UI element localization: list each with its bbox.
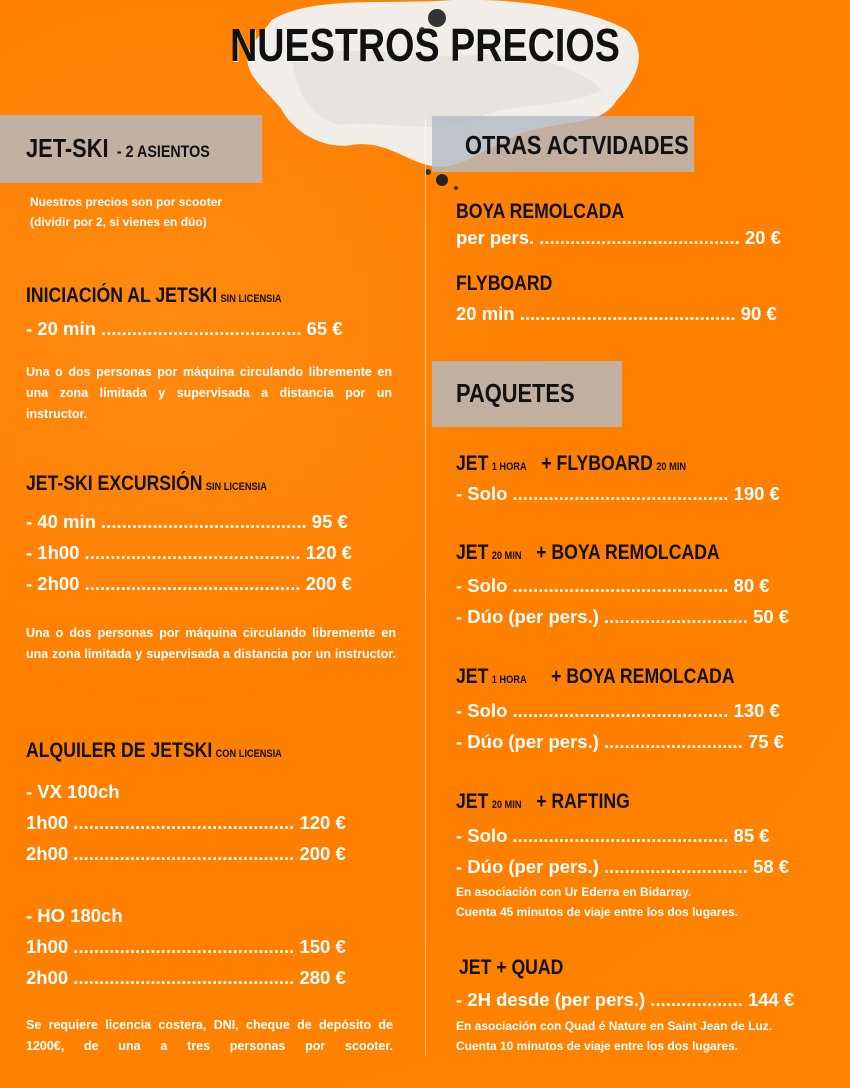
excursion-heading — [26, 472, 313, 496]
iniciacion-tag: SIN LICENSIA — [220, 293, 282, 305]
iniciacion-title: INICIACIÓN AL JETSKI — [26, 284, 218, 307]
intro-line-2: (dividir por 2, si vienes en dúo) — [30, 215, 207, 229]
package-4-note — [456, 882, 738, 922]
package-3-plus: + BOYA REMOLCADA — [551, 665, 735, 688]
excursion-price-2: - 1h00 .......................................... 120 € — [26, 542, 352, 563]
package-2-heading — [456, 541, 770, 565]
package-4-price-1: - Solo .......................................... 85 € — [456, 825, 770, 846]
page-title: NUESTROS PRECIOS — [230, 19, 620, 71]
package-5-note — [456, 1016, 772, 1056]
alquiler-model-1-price-1: 1h00 ........................................... 120 € — [26, 812, 346, 833]
boya-heading — [456, 200, 656, 224]
boya-title: BOYA REMOLCADA — [456, 200, 625, 223]
package-3-time: 1 HORA — [491, 674, 527, 686]
package-4-jet: JET — [456, 790, 489, 813]
iniciacion-description: Una o dos personas por máquina circulando libremente en una zona limitada y supervisada a distancia por un instructor. — [26, 365, 392, 421]
jetski-subtitle: - 2 ASIENTOS — [116, 142, 210, 161]
package-2-price-2: - Dúo (per pers.) ............................ 50 € — [456, 606, 790, 627]
otras-title-text: OTRAS ACTVIDADES — [465, 130, 689, 160]
flyboard-heading — [456, 272, 571, 296]
excursion-description: Una o dos personas por máquina circulando libremente en una zona limitada y supervisada a distancia por un instructor. — [26, 626, 396, 661]
package-4-plus: + RAFTING — [536, 790, 630, 813]
flyboard-title: FLYBOARD — [456, 272, 553, 295]
iniciacion-price-1: - 20 min ....................................... 65 € — [26, 318, 343, 339]
alquiler-model-2: - HO 180ch — [26, 905, 123, 926]
paquetes-title — [456, 378, 597, 409]
alquiler-heading — [26, 739, 331, 763]
package-2-jet: JET — [456, 541, 489, 564]
boya-price: per pers. ....................................... 20 € — [456, 227, 781, 248]
package-1-plus: + FLYBOARD — [541, 452, 653, 475]
package-5-title: JET + QUAD — [459, 956, 564, 979]
package-4-time: 20 MIN — [491, 799, 522, 811]
jetski-title: JET-SKI — [26, 133, 109, 163]
package-5-heading — [459, 956, 583, 980]
paquetes-title-text: PAQUETES — [456, 378, 575, 408]
intro-line-1: Nuestros precios son por scooter — [30, 195, 223, 209]
package-1-jet: JET — [456, 452, 489, 475]
excursion-price-1: - 40 min ........................................ 95 € — [26, 511, 348, 532]
package-2-plus: + BOYA REMOLCADA — [536, 541, 720, 564]
alquiler-tag: CON LICENSIA — [215, 748, 282, 760]
iniciacion-heading — [26, 284, 330, 308]
alquiler-model-2-price-2: 2h00 ........................................... 280 € — [26, 967, 346, 988]
excursion-title: JET-SKI EXCURSIÓN — [26, 472, 203, 495]
column-divider — [425, 118, 426, 1056]
package-4-price-2: - Dúo (per pers.) ............................ 58 € — [456, 856, 790, 877]
otras-title — [465, 130, 731, 161]
package-3-price-2: - Dúo (per pers.) ........................... 75 € — [456, 731, 784, 752]
alquiler-description: Se requiere licencia costera, DNI, cheque de depósito de 1200€, de una a tres personas por scooter. — [26, 1018, 393, 1053]
package-4-heading — [456, 790, 663, 814]
package-2-time: 20 MIN — [491, 550, 522, 562]
package-4-note-1: En asociación con Ur Ederra en Bidarray. — [456, 885, 692, 899]
alquiler-model-1-price-2: 2h00 ........................................... 200 € — [26, 843, 346, 864]
package-1-heading — [456, 452, 730, 476]
package-5-price-1: - 2H desde (per pers.) .................. 144 € — [456, 989, 795, 1010]
flyboard-price: 20 min .......................................... 90 € — [456, 303, 777, 324]
package-3-price-1: - Solo .......................................... 130 € — [456, 700, 780, 721]
package-4-note-2: Cuenta 45 minutos de viaje entre los dos lugares. — [456, 905, 739, 919]
excursion-tag: SIN LICENSIA — [205, 481, 267, 493]
package-3-jet: JET — [456, 665, 489, 688]
excursion-price-3: - 2h00 .......................................... 200 € — [26, 573, 352, 594]
package-5-note-1: En asociación con Quad é Nature en Saint Jean de Luz. — [456, 1019, 773, 1033]
alquiler-model-2-price-1: 1h00 ........................................... 150 € — [26, 936, 346, 957]
package-1-price-1: - Solo .......................................... 190 € — [456, 483, 780, 504]
package-3-heading — [456, 665, 788, 689]
package-5-note-2: Cuenta 10 minutos de viaje entre los dos lugares. — [456, 1039, 739, 1053]
package-1-extra: 20 MIN — [656, 461, 687, 473]
alquiler-title: ALQUILER DE JETSKI — [26, 739, 213, 762]
alquiler-model-1: - VX 100ch — [26, 781, 120, 802]
intro-text — [30, 192, 222, 232]
jetski-band-title — [26, 133, 245, 164]
package-2-price-1: - Solo .......................................... 80 € — [456, 575, 770, 596]
package-1-time: 1 HORA — [491, 461, 527, 473]
